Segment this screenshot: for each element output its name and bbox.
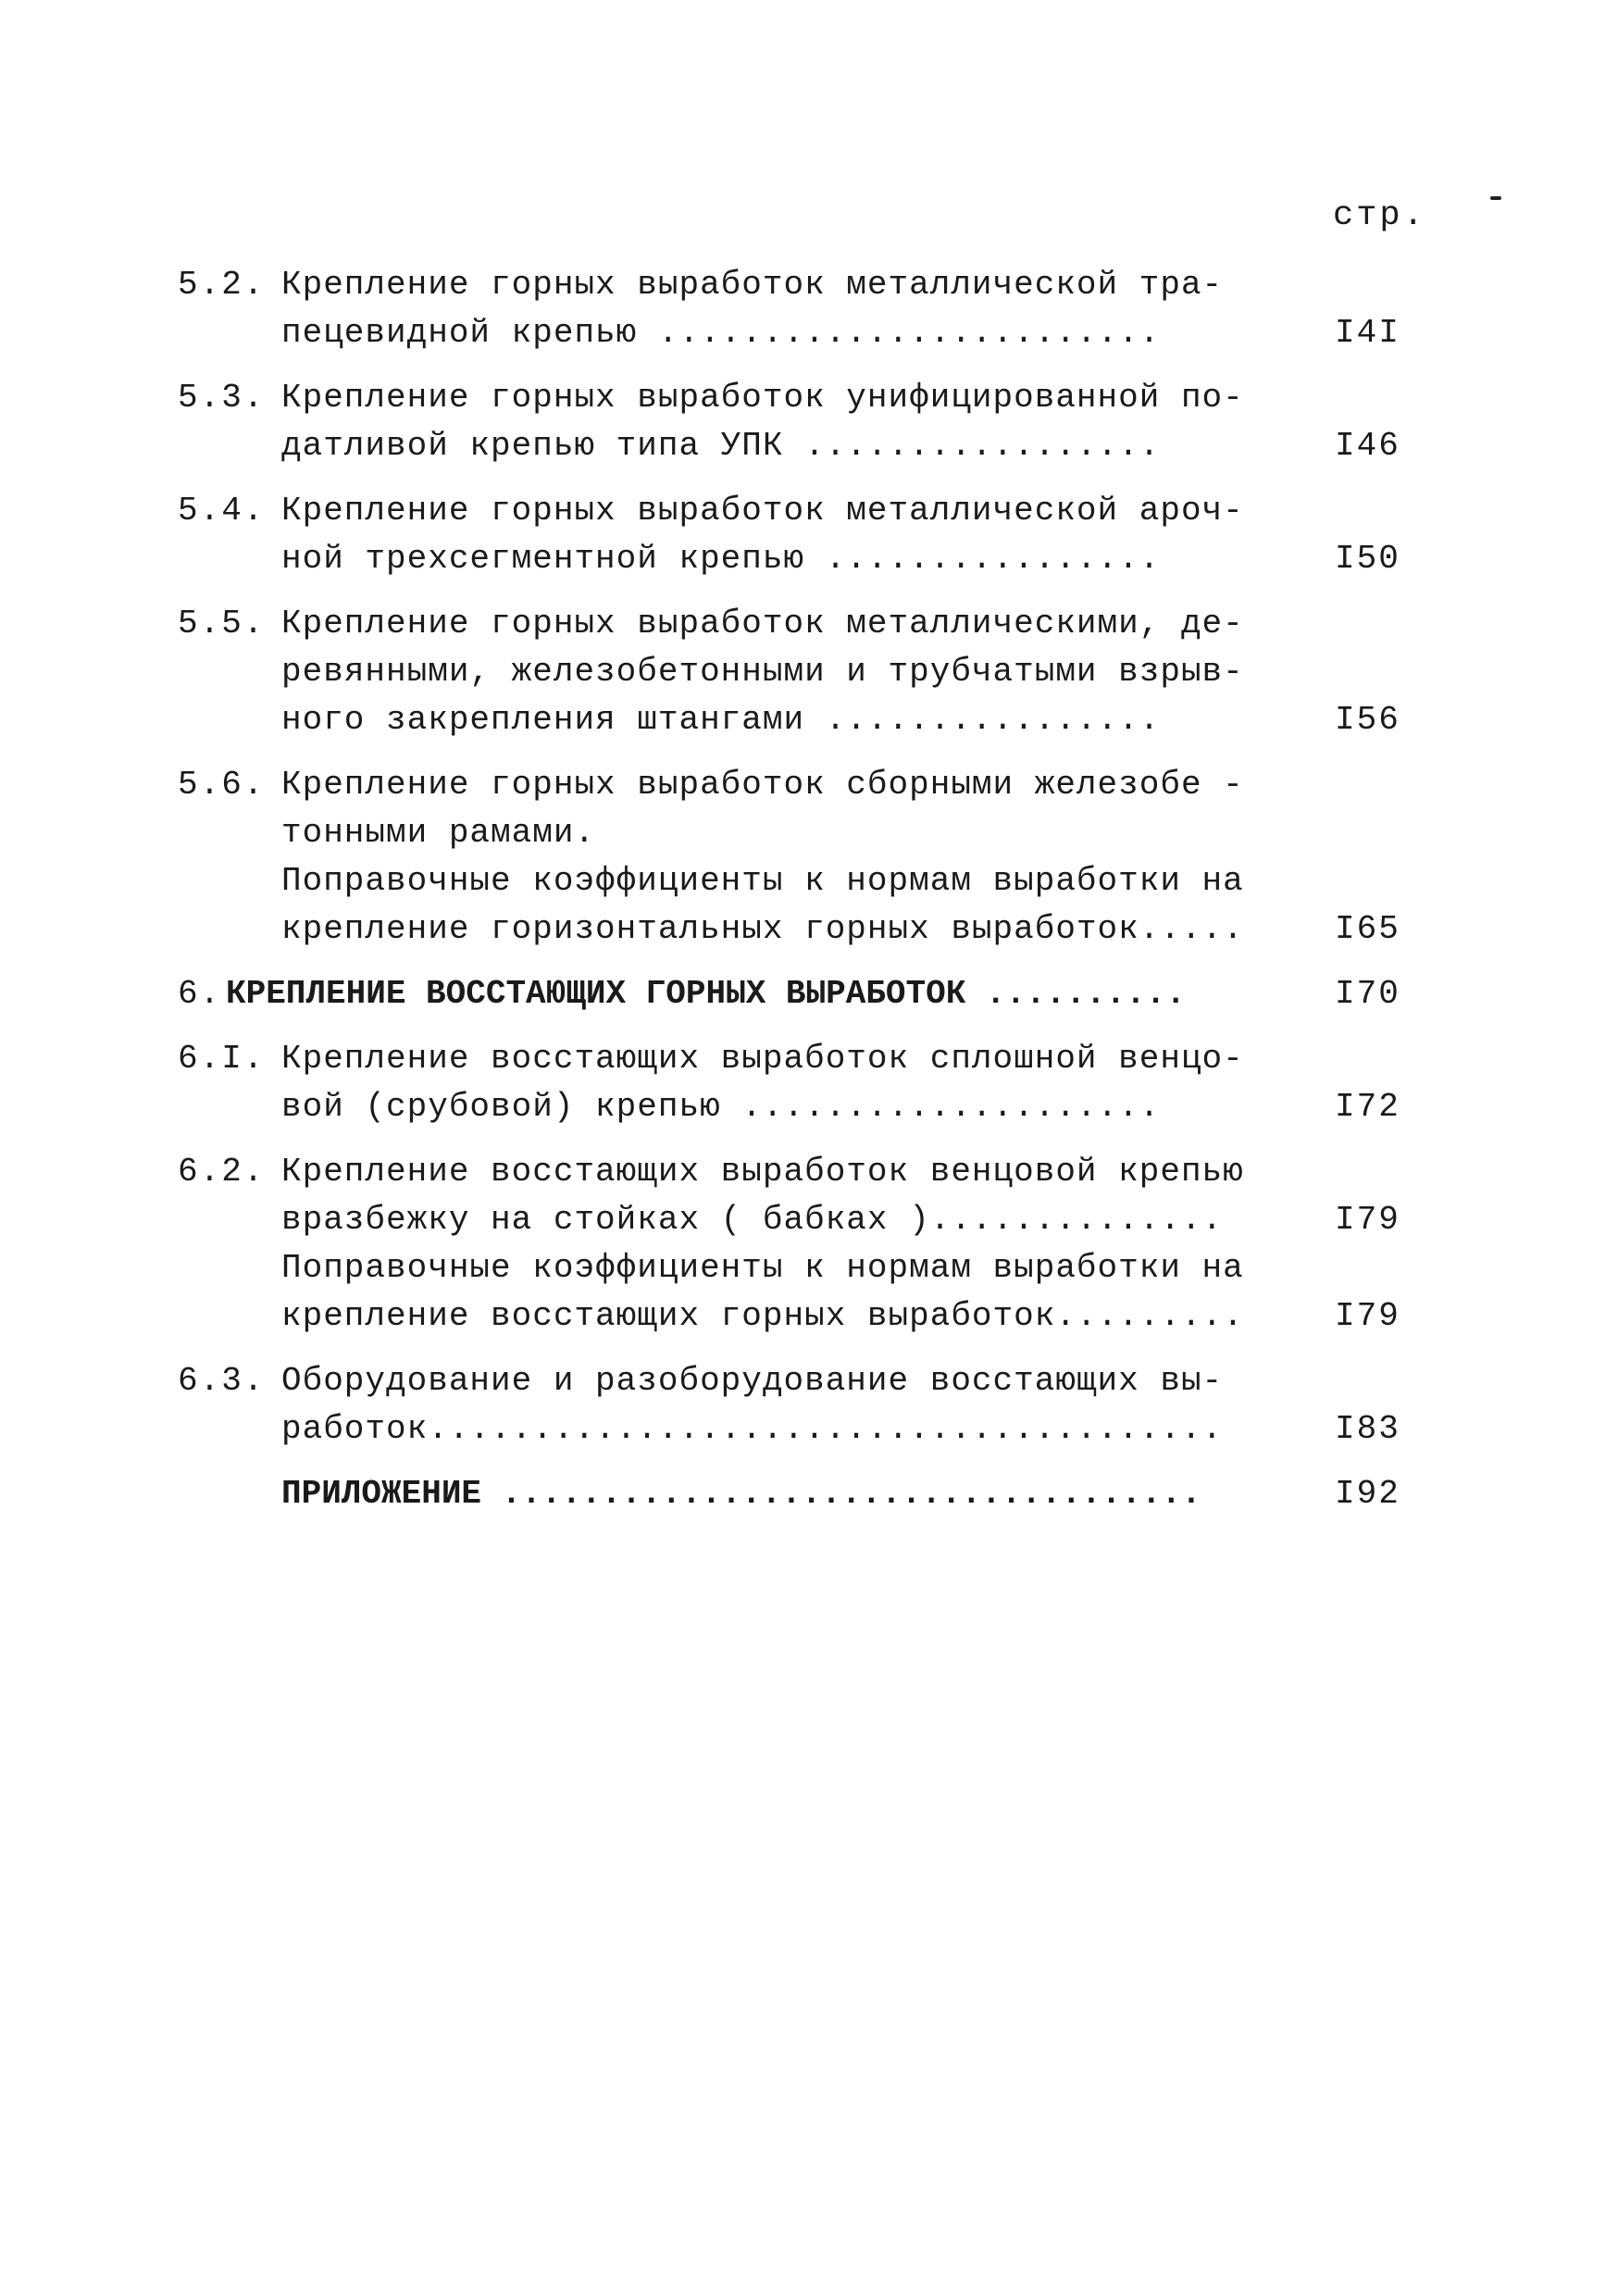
toc-page-number: I83 <box>1335 1410 1400 1448</box>
page-column-label: стр. <box>1333 196 1426 235</box>
toc-page-number: I79 <box>1335 1297 1400 1335</box>
toc-entry-text <box>281 1357 1307 1454</box>
toc-entry-appendix <box>178 1470 1427 1518</box>
toc-line: работок...................................... <box>281 1410 1224 1448</box>
toc-line: крепление горизонтальных горных выработок..... <box>281 910 1244 948</box>
toc-page-number: I4I <box>1335 314 1400 352</box>
toc-entry-text <box>281 600 1307 744</box>
toc-line: ревянными, железобетонными и трубчатыми взрыв- <box>281 653 1244 691</box>
toc-line: вой (срубовой) крепью .................... <box>281 1088 1161 1126</box>
toc-entry-text <box>226 970 1307 1018</box>
toc-entry-number: 5.3. <box>178 379 266 417</box>
toc-line: Крепление горных выработок сборными железобе - <box>281 766 1244 804</box>
toc-line: вразбежку на стойках ( бабках ).............. <box>281 1201 1224 1239</box>
toc-entry-number: 6.I. <box>178 1040 266 1078</box>
toc-line: датливой крепью типа УПК ................. <box>281 427 1161 465</box>
toc-entry-6 <box>178 970 1427 1018</box>
toc-line: Поправочные коэффициенты к нормам выработки на <box>281 1249 1244 1287</box>
toc-entry-number: 5.2. <box>178 266 266 304</box>
toc-entry-5-5 <box>178 600 1427 744</box>
toc-line: Крепление восстающих выработок венцовой крепью <box>281 1153 1244 1191</box>
toc-page-number: I72 <box>1335 1088 1400 1126</box>
toc-line: Поправочные коэффициенты к нормам выработки на <box>281 862 1244 900</box>
toc-section-heading: КРЕПЛЕНИЕ ВОССТАЮЩИХ ГОРНЫХ ВЫРАБОТОК .......... <box>226 975 1186 1013</box>
toc-entry-text <box>281 1148 1307 1341</box>
toc-line: Оборудование и разоборудование восстающих вы- <box>281 1362 1224 1400</box>
toc-line: Крепление горных выработок унифицированной по- <box>281 379 1244 417</box>
toc-page-number: I92 <box>1335 1475 1400 1513</box>
toc-entry-text <box>281 487 1307 583</box>
table-of-contents <box>178 261 1427 1535</box>
toc-page-number: I65 <box>1335 910 1400 948</box>
toc-line: Крепление восстающих выработок сплошной венцо- <box>281 1040 1244 1078</box>
toc-line: Крепление горных выработок металлическими, де- <box>281 605 1244 643</box>
toc-entry-5-3 <box>178 374 1427 470</box>
toc-line: пецевидной крепью ........................ <box>281 314 1161 352</box>
toc-entry-text <box>281 261 1307 357</box>
toc-page-number: I56 <box>1335 701 1400 739</box>
toc-entry-number: 5.6. <box>178 766 266 804</box>
toc-page-number: I70 <box>1335 975 1400 1013</box>
toc-entry-text <box>281 374 1307 470</box>
toc-entry-number: 5.4. <box>178 492 266 530</box>
toc-entry-5-4 <box>178 487 1427 583</box>
toc-page-number: I79 <box>1335 1201 1400 1239</box>
toc-line: тонными рамами. <box>281 814 596 852</box>
toc-entry-text <box>281 1035 1307 1131</box>
toc-page-number: I46 <box>1335 427 1400 465</box>
toc-line: Крепление горных выработок металлической тра- <box>281 266 1224 304</box>
toc-entry-6-2 <box>178 1148 1427 1341</box>
toc-entry-5-6 <box>178 761 1427 954</box>
toc-line: крепление восстающих горных выработок......... <box>281 1297 1244 1335</box>
toc-entry-6-1 <box>178 1035 1427 1131</box>
toc-line: Крепление горных выработок металлической ароч- <box>281 492 1244 530</box>
toc-page-number: I50 <box>1335 540 1400 578</box>
toc-entry-number: 6. <box>178 975 222 1013</box>
toc-entry-5-2 <box>178 261 1427 357</box>
toc-entry-6-3 <box>178 1357 1427 1454</box>
toc-line: ной трехсегментной крепью ................ <box>281 540 1161 578</box>
toc-appendix-heading: ПРИЛОЖЕНИЕ ................................... <box>281 1475 1201 1513</box>
toc-entry-number: 5.5. <box>178 605 266 643</box>
toc-entry-text <box>281 761 1307 954</box>
toc-line: ного закрепления штангами ................ <box>281 701 1161 739</box>
toc-entry-number: 6.2. <box>178 1153 266 1191</box>
scan-mark <box>1490 196 1501 200</box>
toc-entry-number: 6.3. <box>178 1362 266 1400</box>
toc-entry-text <box>281 1470 1307 1518</box>
